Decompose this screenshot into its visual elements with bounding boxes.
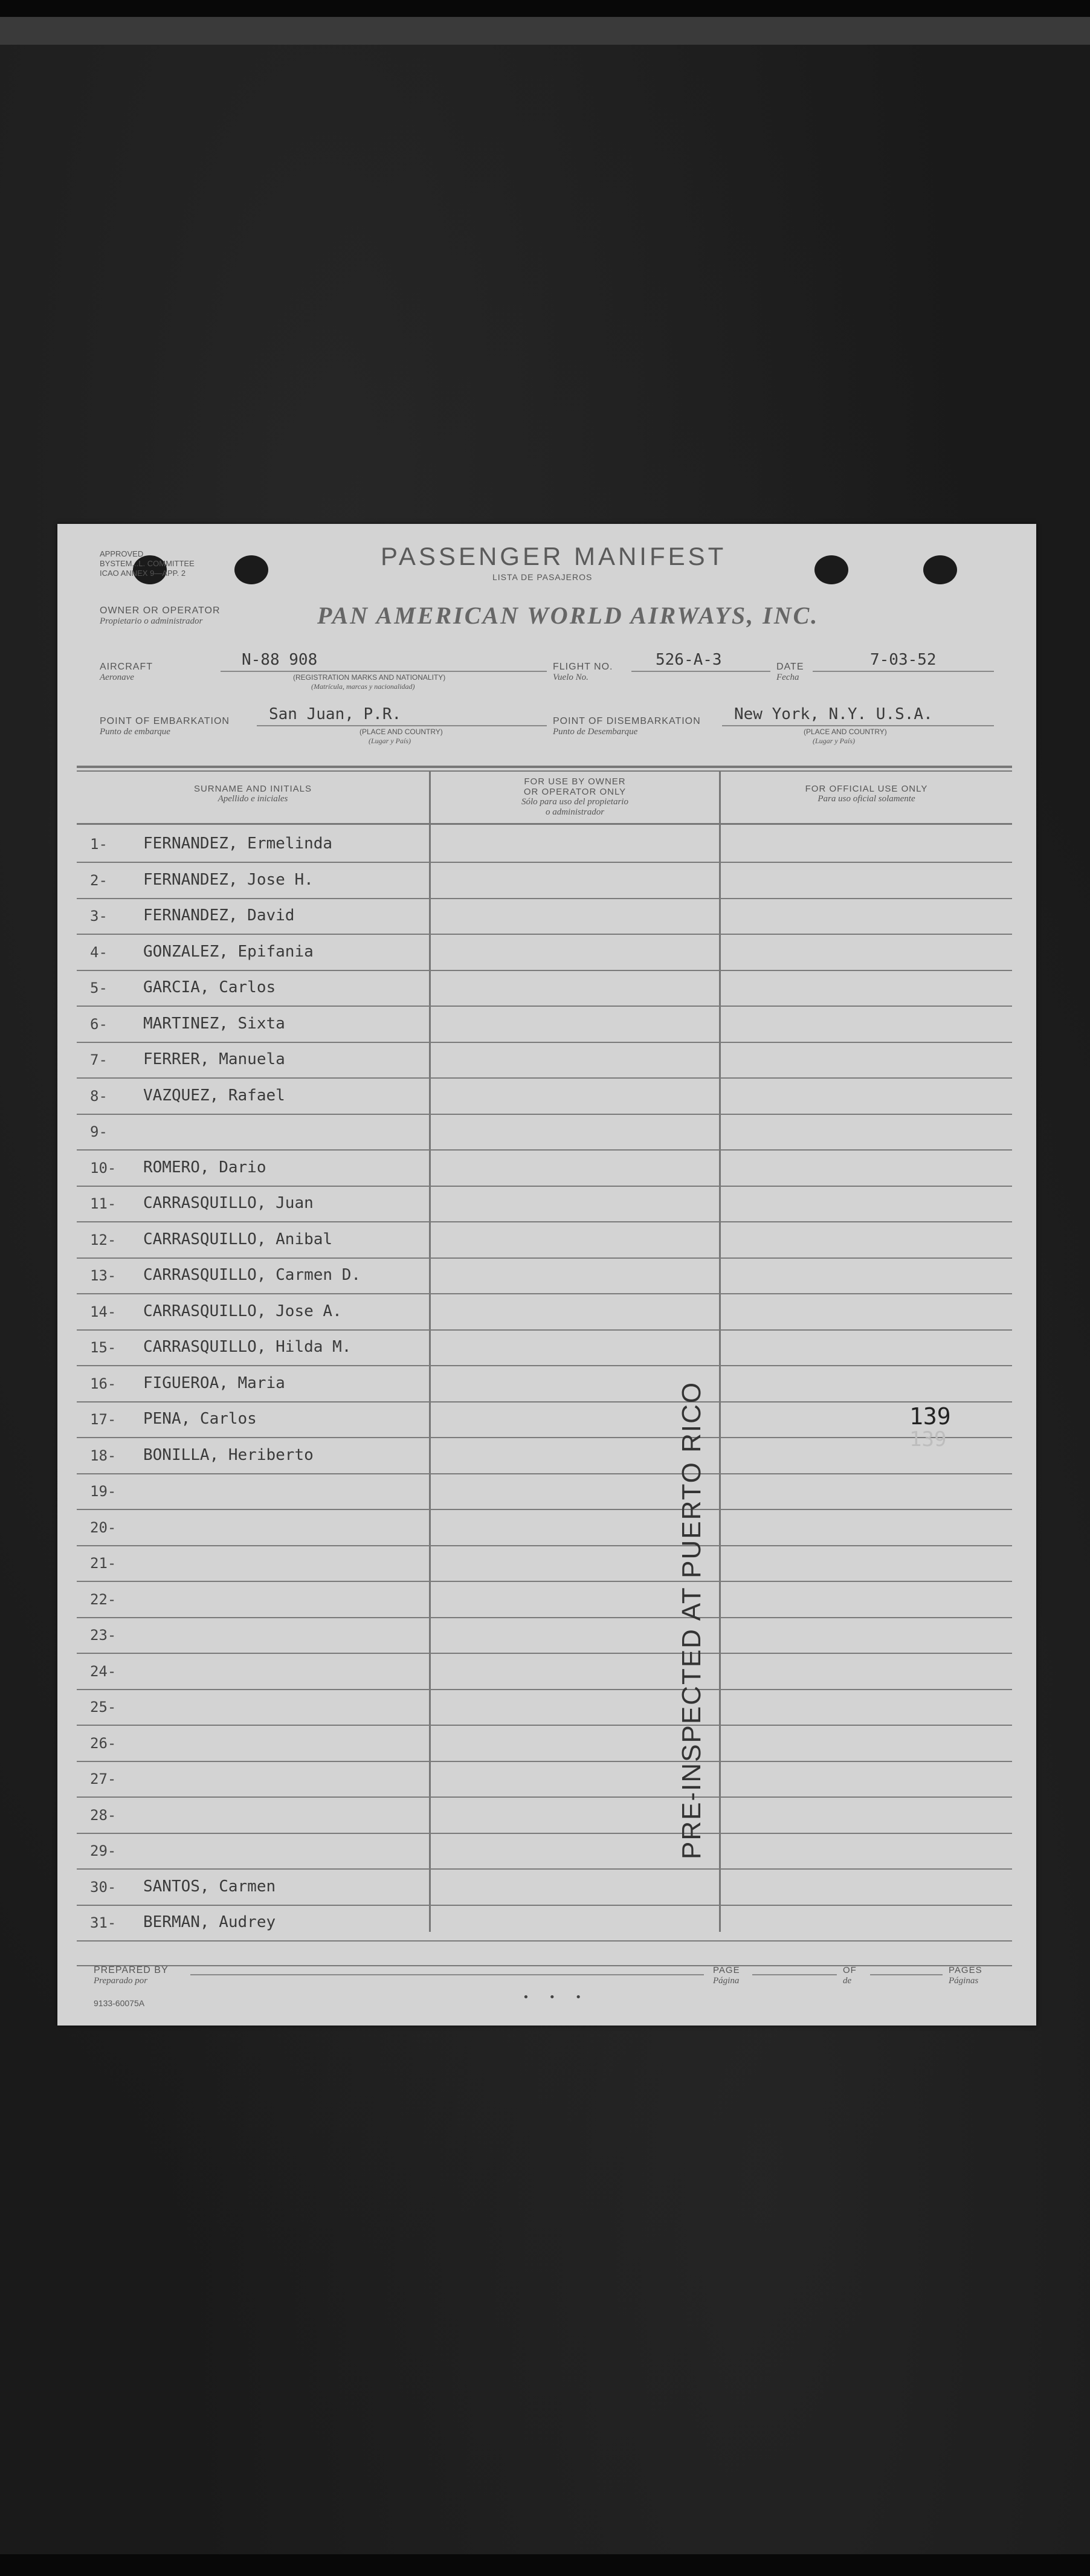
row-number: 10- — [90, 1159, 117, 1177]
row-number: 22- — [90, 1590, 117, 1608]
film-edge-top — [0, 0, 1090, 17]
underline — [190, 1974, 704, 1975]
row-number: 19- — [90, 1483, 117, 1500]
col-owner-title-es: Sólo para uso del propietario — [521, 797, 628, 807]
form-subtitle: LISTA DE PASAJEROS — [492, 572, 593, 582]
embark-caption-es: (Lugar y País) — [369, 737, 411, 745]
flight-label-es: Vuelo No. — [553, 673, 589, 682]
page-label: PAGE — [713, 1965, 740, 1975]
official-number: 139 — [909, 1403, 951, 1430]
passenger-row — [77, 1114, 1012, 1151]
row-number: 6- — [90, 1015, 108, 1033]
passenger-row — [77, 1581, 1012, 1618]
col-official-title: FOR OFFICIAL USE ONLY — [805, 784, 928, 794]
row-number: 2- — [90, 871, 108, 889]
row-number: 26- — [90, 1734, 117, 1752]
embark-value: San Juan, P.R. — [269, 705, 402, 723]
passenger-name: FERNANDEZ, Jose H. — [143, 870, 314, 889]
flight-value: 526-A-3 — [656, 651, 722, 669]
row-number: 17- — [90, 1411, 117, 1428]
row-number: 9- — [90, 1123, 108, 1140]
passenger-row — [77, 1294, 1012, 1331]
passenger-row — [77, 1617, 1012, 1654]
passenger-row — [77, 970, 1012, 1007]
approval-line: BYSTEM...L. COMMITTEE — [100, 559, 195, 568]
disembark-caption: (PLACE AND COUNTRY) — [804, 728, 887, 736]
passenger-row — [77, 934, 1012, 971]
col-owner-title: OR OPERATOR ONLY — [523, 787, 627, 797]
row-number: 23- — [90, 1627, 117, 1644]
col-surname-title: SURNAME AND INITIALS — [193, 784, 312, 794]
dot-marks: • • • — [523, 1991, 582, 2004]
underline — [722, 725, 994, 726]
punch-hole-icon — [923, 555, 957, 584]
col-owner-head — [431, 776, 719, 818]
owner-label: OWNER OR OPERATOR — [100, 605, 221, 616]
punch-hole-icon — [234, 555, 268, 584]
row-number: 15- — [90, 1339, 117, 1356]
embark-label: POINT OF EMBARKATION — [100, 716, 230, 726]
passenger-name: CARRASQUILLO, Jose A. — [143, 1302, 342, 1320]
owner-label-es: Propietario o administrador — [100, 616, 203, 626]
film-band — [0, 17, 1090, 45]
table-top-rule — [77, 770, 1012, 772]
passenger-name: VAZQUEZ, Rafael — [143, 1086, 285, 1105]
underline — [221, 671, 547, 672]
row-number: 11- — [90, 1195, 117, 1212]
row-number: 18- — [90, 1447, 117, 1464]
passenger-row — [77, 1545, 1012, 1582]
passenger-name: MARTINEZ, Sixta — [143, 1014, 285, 1033]
row-number: 13- — [90, 1267, 117, 1284]
passenger-name: FIGUEROA, Maria — [143, 1374, 285, 1392]
of-label-es: de — [843, 1976, 852, 1986]
footer-rule — [77, 1965, 1012, 1966]
approval-block — [100, 549, 195, 578]
passenger-row — [77, 1006, 1012, 1043]
disembark-caption-es: (Lugar y País) — [813, 737, 855, 745]
row-number: 14- — [90, 1303, 117, 1320]
passenger-row — [77, 1329, 1012, 1366]
film-edge-bottom — [0, 2554, 1090, 2576]
date-label-es: Fecha — [776, 673, 799, 682]
official-number-ghost: 139 — [909, 1427, 947, 1451]
disembark-value: New York, N.Y. U.S.A. — [734, 705, 933, 723]
date-value: 7-03-52 — [870, 651, 937, 669]
aircraft-caption: (REGISTRATION MARKS AND NATIONALITY) — [293, 673, 446, 682]
embark-caption: (PLACE AND COUNTRY) — [360, 728, 443, 736]
passenger-row — [77, 1689, 1012, 1726]
passenger-row — [77, 1257, 1012, 1294]
passenger-row — [77, 1042, 1012, 1079]
row-number: 29- — [90, 1842, 117, 1859]
row-number: 8- — [90, 1087, 108, 1105]
row-number: 7- — [90, 1051, 108, 1068]
form-title: PASSENGER MANIFEST — [381, 542, 727, 570]
form-number: 9133-60075A — [94, 1998, 145, 2008]
passenger-name: CARRASQUILLO, Juan — [143, 1194, 314, 1212]
passenger-row — [77, 1761, 1012, 1798]
row-number: 3- — [90, 908, 108, 925]
passenger-row — [77, 1401, 1012, 1438]
underline — [813, 671, 994, 672]
passenger-row — [77, 1905, 1012, 1942]
col-owner-title-es: o administrador — [545, 807, 605, 817]
passenger-name: FERRER, Manuela — [143, 1050, 285, 1068]
row-number: 28- — [90, 1806, 117, 1824]
underline — [752, 1974, 837, 1975]
row-number: 12- — [90, 1231, 117, 1248]
owner-name: PAN AMERICAN WORLD AIRWAYS, INC. — [317, 602, 819, 629]
passenger-row — [77, 1797, 1012, 1834]
passenger-name: BERMAN, Audrey — [143, 1913, 276, 1931]
row-number: 30- — [90, 1878, 117, 1896]
approval-line: ICAO ANNEX 9—APP. 2 — [100, 569, 186, 578]
disembark-label: POINT OF DISEMBARKATION — [553, 716, 701, 726]
row-number: 25- — [90, 1699, 117, 1716]
passenger-name: GARCIA, Carlos — [143, 978, 276, 996]
row-number: 1- — [90, 836, 108, 853]
manifest-page — [57, 524, 1036, 2026]
passenger-row — [77, 1078, 1012, 1115]
col-surname-head — [77, 784, 429, 804]
row-number: 16- — [90, 1375, 117, 1392]
passenger-name: FERNANDEZ, Ermelinda — [143, 834, 333, 853]
pages-label: PAGES — [949, 1965, 982, 1975]
aircraft-label-es: Aeronave — [100, 673, 134, 682]
passenger-name: PENA, Carlos — [143, 1410, 257, 1428]
passenger-row — [77, 1725, 1012, 1762]
passenger-row — [77, 1186, 1012, 1222]
pages-label-es: Páginas — [949, 1976, 979, 1986]
aircraft-value: N-88 908 — [242, 651, 318, 669]
underline — [870, 1974, 943, 1975]
row-number: 5- — [90, 980, 108, 996]
passenger-row — [77, 1869, 1012, 1906]
prepared-label: PREPARED BY — [94, 1965, 169, 1975]
col-surname-title-es: Apellido e iniciales — [218, 794, 288, 804]
table-top-rule — [77, 766, 1012, 768]
row-number: 21- — [90, 1555, 117, 1572]
approval-line: APPROVED — [100, 549, 144, 558]
header-rule — [77, 823, 1012, 825]
punch-hole-icon — [814, 555, 848, 584]
flight-label: FLIGHT NO. — [553, 662, 613, 672]
of-label: OF — [843, 1965, 857, 1975]
passenger-row — [77, 898, 1012, 935]
underline — [257, 725, 547, 726]
passenger-row — [77, 862, 1012, 899]
row-number: 4- — [90, 943, 108, 961]
col-official-head — [721, 784, 1012, 804]
passenger-row — [77, 826, 1012, 863]
col-owner-title: FOR USE BY OWNER — [524, 776, 626, 787]
passenger-row — [77, 1653, 1012, 1690]
pre-inspection-stamp: PRE-INSPECTED AT PUERTO RICO — [677, 1381, 706, 1859]
passenger-name: CARRASQUILLO, Hilda M. — [143, 1338, 352, 1356]
passenger-name: ROMERO, Dario — [143, 1158, 266, 1177]
col-official-title-es: Para uso oficial solamente — [818, 794, 915, 804]
passenger-row — [77, 1150, 1012, 1187]
passenger-row — [77, 1438, 1012, 1474]
prepared-label-es: Preparado por — [94, 1976, 148, 1986]
page-label-es: Página — [713, 1976, 740, 1986]
disembark-label-es: Punto de Desembarque — [553, 727, 638, 737]
row-number: 20- — [90, 1519, 117, 1536]
date-label: DATE — [776, 662, 804, 672]
passenger-row — [77, 1366, 1012, 1403]
passenger-name: CARRASQUILLO, Anibal — [143, 1230, 333, 1248]
underline — [631, 671, 770, 672]
embark-label-es: Punto de embarque — [100, 727, 170, 737]
passenger-name: GONZALEZ, Epifania — [143, 942, 314, 961]
passenger-name: FERNANDEZ, David — [143, 906, 295, 925]
passenger-name: BONILLA, Heriberto — [143, 1445, 314, 1464]
row-number: 31- — [90, 1914, 117, 1931]
row-number: 27- — [90, 1771, 117, 1787]
passenger-row — [77, 1833, 1012, 1870]
row-number: 24- — [90, 1662, 117, 1680]
passenger-row — [77, 1509, 1012, 1546]
passenger-row — [77, 1222, 1012, 1259]
aircraft-caption-es: (Matrícula, marcas y nacionalidad) — [311, 682, 415, 691]
passenger-name: SANTOS, Carmen — [143, 1877, 276, 1896]
passenger-name: CARRASQUILLO, Carmen D. — [143, 1266, 361, 1284]
aircraft-label: AIRCRAFT — [100, 662, 153, 672]
passenger-row — [77, 1473, 1012, 1510]
